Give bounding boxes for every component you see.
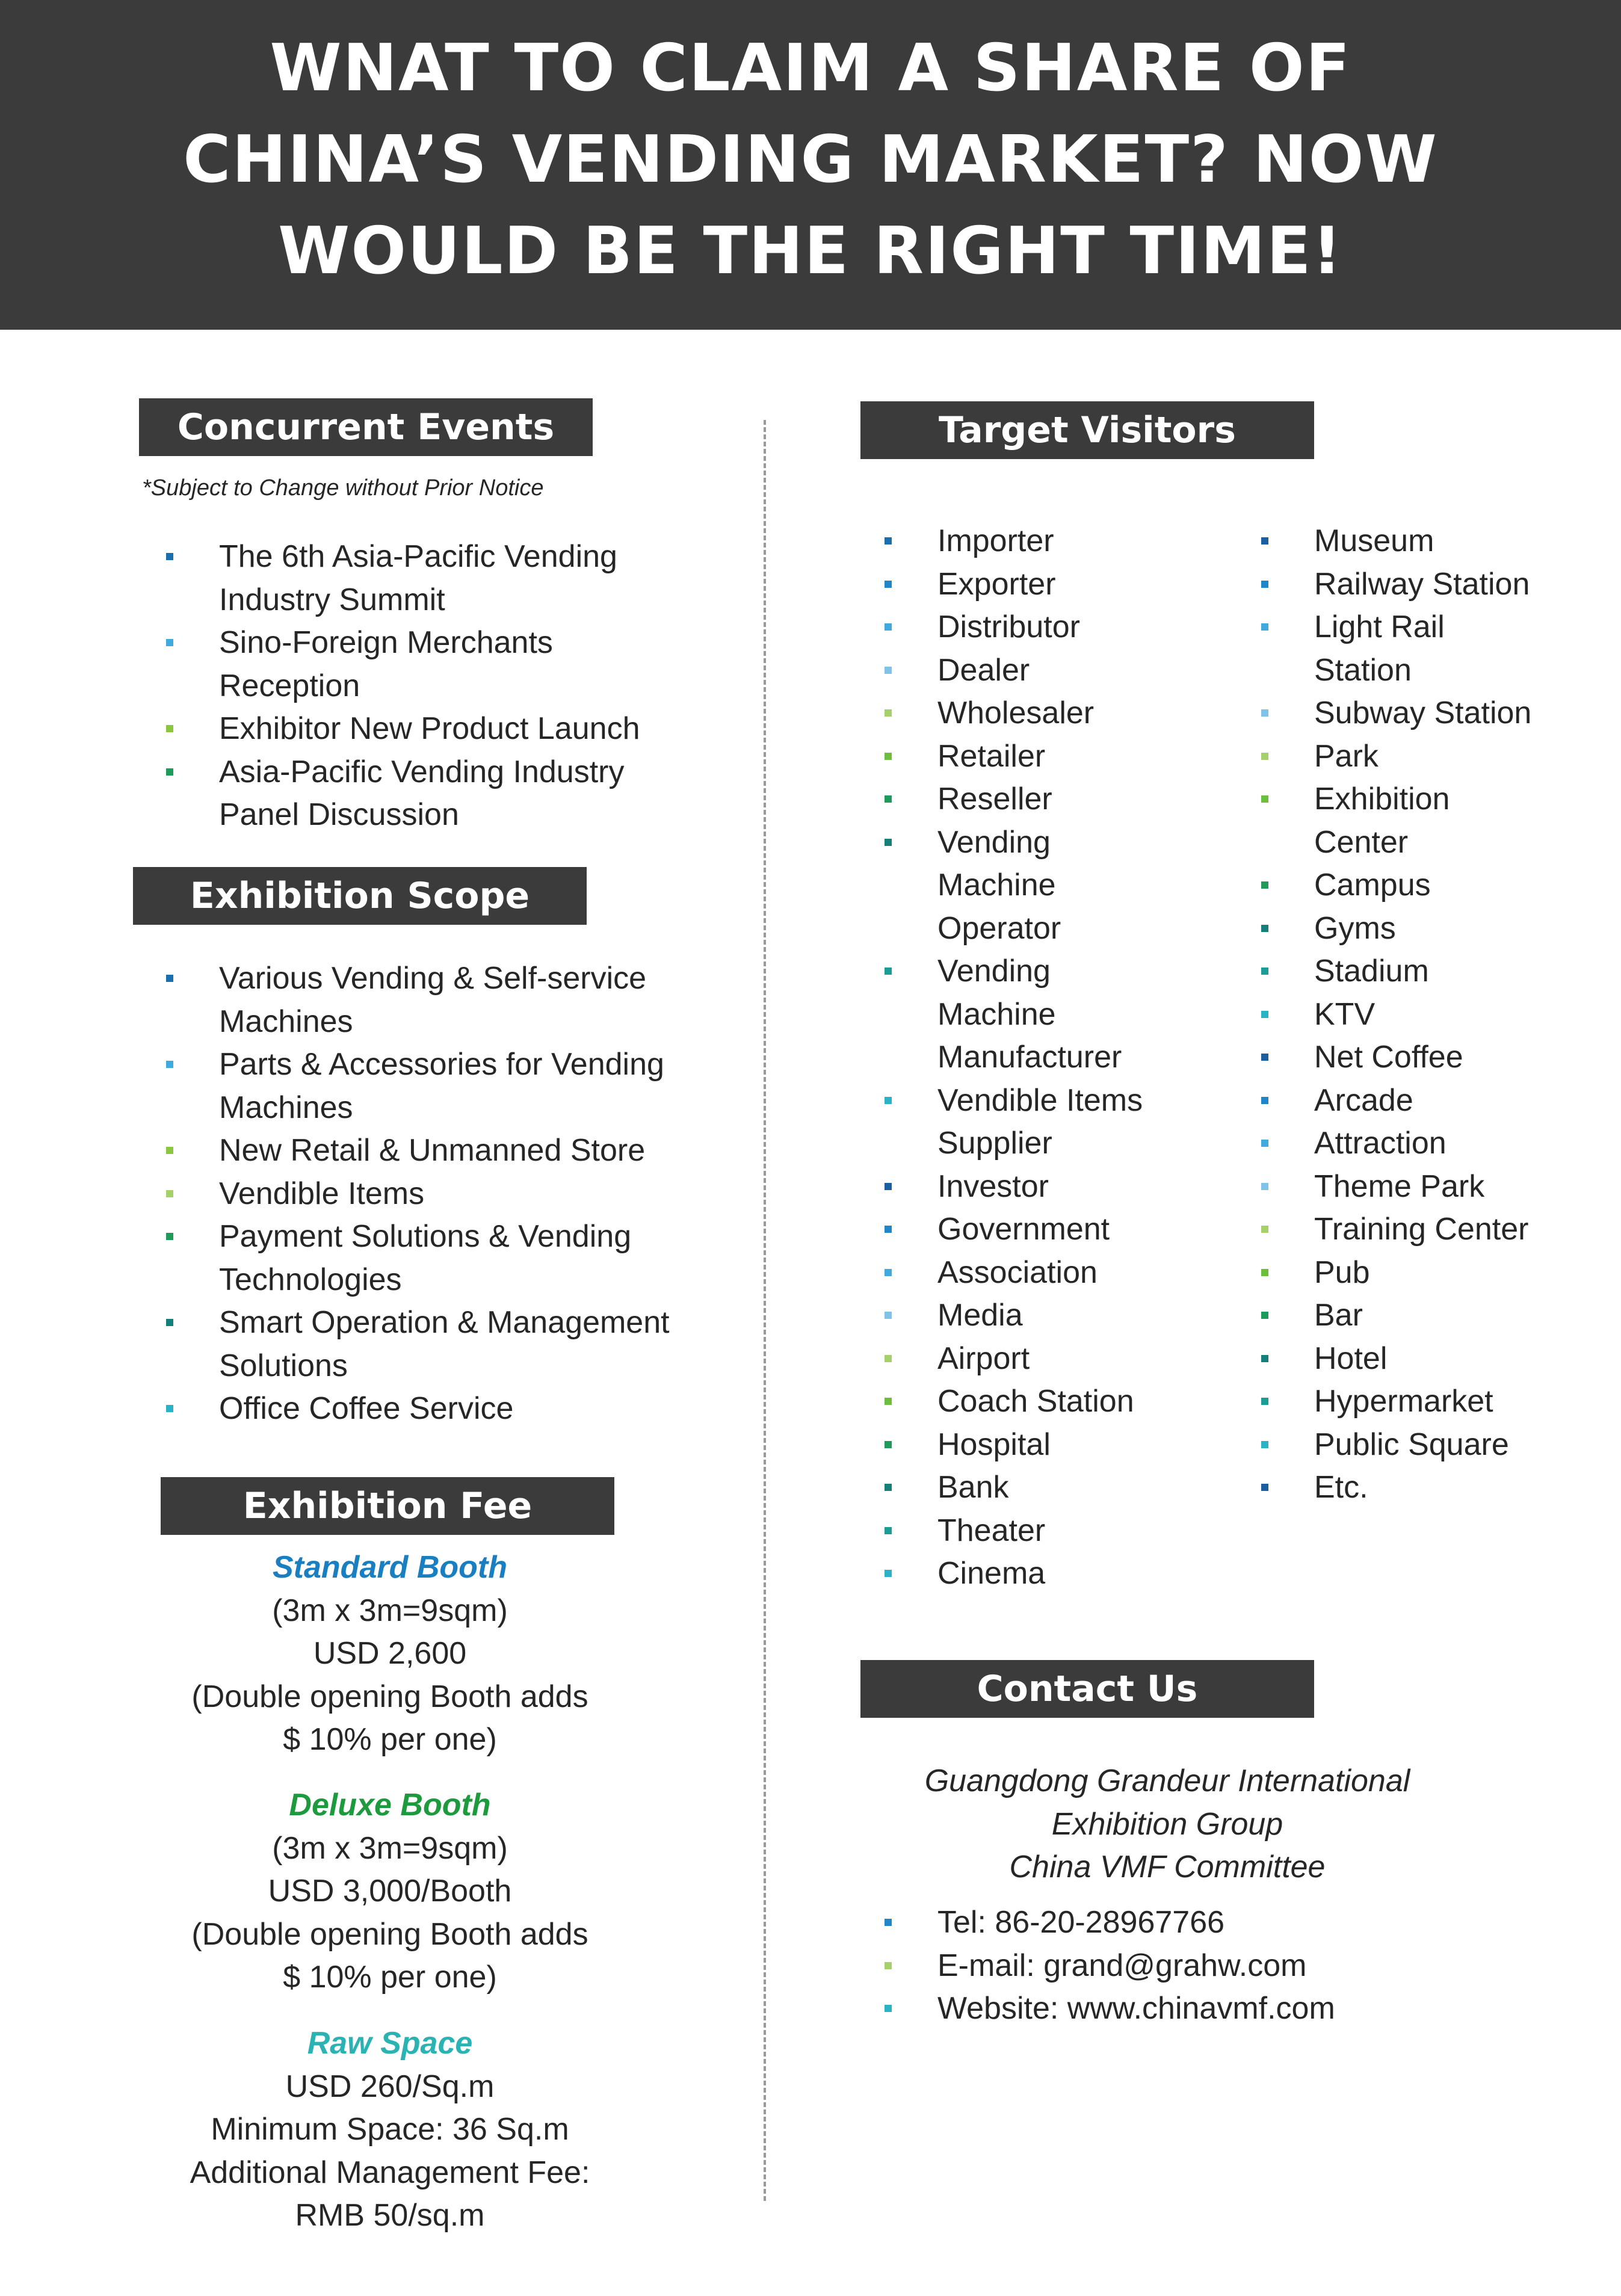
list-item-text: Government <box>937 1212 1110 1247</box>
fee-line: (Double opening Booth adds <box>191 1679 588 1714</box>
square-bullet-icon <box>885 1570 892 1577</box>
square-bullet-icon <box>1261 925 1268 932</box>
fee-line: USD 3,000/Booth <box>268 1874 512 1909</box>
list-item <box>166 1215 708 1301</box>
square-bullet-icon <box>1261 1484 1268 1491</box>
raw-space-name: Raw Space <box>307 2026 473 2061</box>
headline <box>0 23 1621 297</box>
contact-us-heading: Contact Us <box>860 1660 1314 1718</box>
list-item <box>1261 1079 1616 1123</box>
list-item-text: Public Square <box>1314 1427 1509 1462</box>
list-item <box>166 957 708 1043</box>
square-bullet-icon <box>1261 1355 1268 1362</box>
list-item <box>885 1251 1246 1295</box>
list-item <box>885 1338 1246 1381</box>
square-bullet-icon <box>166 1405 173 1412</box>
list-item <box>1261 1466 1616 1510</box>
target-visitors-list-col1 <box>885 520 1246 1596</box>
list-item <box>1261 778 1616 864</box>
list-item-text: Distributor <box>937 609 1080 644</box>
square-bullet-icon <box>1261 1097 1268 1104</box>
list-item <box>1261 1338 1616 1381</box>
list-item-text: Industry Summit <box>219 582 445 617</box>
list-item-text: Reception <box>219 668 360 703</box>
square-bullet-icon <box>1261 623 1268 631</box>
list-item-text: Vending <box>937 954 1051 989</box>
list-item <box>1261 1251 1616 1295</box>
list-item-text: Pub <box>1314 1254 1370 1290</box>
list-item-text: Office Coffee Service <box>219 1391 514 1426</box>
list-item <box>885 1552 1246 1596</box>
list-item <box>166 535 708 622</box>
list-item <box>885 1510 1246 1553</box>
list-item <box>885 1165 1246 1209</box>
square-bullet-icon <box>1261 537 1268 545</box>
list-item-text: Hotel <box>1314 1341 1388 1376</box>
square-bullet-icon <box>1261 1226 1268 1233</box>
fee-line: (Double opening Booth adds <box>191 1916 588 1952</box>
fee-line: (3m x 3m=9sqm) <box>272 1593 508 1628</box>
square-bullet-icon <box>885 623 892 631</box>
list-item-text: Importer <box>937 523 1054 558</box>
list-item <box>166 708 708 751</box>
square-bullet-icon <box>885 709 892 717</box>
list-item-text: Subway Station <box>1314 696 1532 730</box>
square-bullet-icon <box>885 1226 892 1233</box>
fee-line: Additional Management Fee: <box>190 2155 590 2190</box>
list-item-text: Theater <box>937 1513 1046 1548</box>
list-item-text: Panel Discussion <box>219 797 459 832</box>
fee-line: (3m x 3m=9sqm) <box>272 1830 508 1866</box>
standard-booth-name: Standard Booth <box>273 1550 507 1585</box>
list-item <box>166 1301 708 1387</box>
list-item-text: Wholesaler <box>937 696 1095 730</box>
list-item <box>166 1387 708 1431</box>
list-item <box>1261 907 1616 951</box>
list-item-text: Media <box>937 1298 1023 1333</box>
headline-line: WNAT TO CLAIM A SHARE OF <box>270 31 1351 106</box>
square-bullet-icon <box>1261 709 1268 717</box>
list-item-text: Railway Station <box>1314 566 1530 602</box>
headline-line: CHINA’S VENDING MARKET? NOW <box>183 122 1438 197</box>
square-bullet-icon <box>885 839 892 846</box>
list-item <box>1261 1424 1616 1467</box>
column-divider <box>764 420 766 2201</box>
contact-list <box>885 1901 1576 2031</box>
concurrent-events-list <box>166 535 708 837</box>
organizer-line: China VMF Committee <box>1009 1850 1326 1884</box>
square-bullet-icon <box>885 1484 892 1491</box>
list-item <box>1261 606 1616 692</box>
list-item <box>885 692 1246 735</box>
list-item-text: Arcade <box>1314 1082 1413 1118</box>
square-bullet-icon <box>885 967 892 975</box>
list-item <box>1261 993 1616 1037</box>
list-item-text: Exhibition <box>1314 782 1450 816</box>
square-bullet-icon <box>885 1398 892 1405</box>
list-item-text: Etc. <box>1314 1470 1368 1505</box>
list-item-text: Parts & Accessories for Vending <box>219 1047 664 1082</box>
list-item-text: Reseller <box>937 782 1052 816</box>
organizer-line: Guangdong Grandeur International <box>924 1764 1410 1798</box>
list-item <box>1261 950 1616 993</box>
list-item-text: Asia-Pacific Vending Industry <box>219 754 625 789</box>
square-bullet-icon <box>1261 1398 1268 1405</box>
list-item-text: Website: www.chinavmf.com <box>937 1991 1335 2026</box>
square-bullet-icon <box>1261 967 1268 975</box>
deluxe-booth-name: Deluxe Booth <box>289 1788 491 1822</box>
list-item-text: Vendible Items <box>937 1082 1143 1118</box>
list-item-text: Payment Solutions & Vending <box>219 1219 632 1254</box>
list-item <box>885 778 1246 821</box>
list-item <box>885 649 1246 693</box>
list-item-text: Sino-Foreign Merchants <box>219 625 553 660</box>
list-item <box>1261 1294 1616 1338</box>
list-item-text: Vending <box>937 824 1051 860</box>
exhibition-scope-heading: Exhibition Scope <box>133 867 587 925</box>
list-item-text: Association <box>937 1254 1098 1290</box>
list-item-text: New Retail & Unmanned Store <box>219 1133 646 1168</box>
header-banner <box>0 0 1621 330</box>
fee-line: USD 260/Sq.m <box>285 2069 495 2104</box>
square-bullet-icon <box>1261 1269 1268 1276</box>
headline-line: WOULD BE THE RIGHT TIME! <box>278 214 1343 289</box>
fee-line: RMB 50/sq.m <box>295 2198 485 2233</box>
list-item-text: KTV <box>1314 996 1376 1032</box>
list-item-text: Vendible Items <box>219 1176 425 1211</box>
square-bullet-icon <box>885 1269 892 1276</box>
list-item-text: Hypermarket <box>1314 1384 1493 1419</box>
standard-booth-block <box>144 1546 635 1762</box>
list-item <box>885 1424 1246 1467</box>
list-item-text: Museum <box>1314 523 1434 558</box>
list-item-text: Exporter <box>937 566 1056 602</box>
list-item-text: Machines <box>219 1090 353 1125</box>
list-item-text: Smart Operation & Management <box>219 1305 670 1340</box>
list-item <box>166 1129 708 1173</box>
square-bullet-icon <box>885 1312 892 1319</box>
list-item <box>885 1901 1576 1945</box>
list-item-text: Manufacturer <box>937 1040 1122 1075</box>
list-item <box>166 1043 708 1129</box>
list-item-text: Attraction <box>1314 1126 1447 1161</box>
exhibition-fee-heading: Exhibition Fee <box>161 1477 614 1535</box>
list-item-text: Various Vending & Self-service <box>219 961 647 996</box>
list-item <box>885 821 1246 951</box>
list-item <box>885 735 1246 779</box>
square-bullet-icon <box>885 1097 892 1104</box>
list-item <box>1261 563 1616 606</box>
list-item-text: Center <box>1314 824 1409 860</box>
list-item-text: Cinema <box>937 1556 1046 1591</box>
square-bullet-icon <box>166 768 173 776</box>
list-item <box>885 1294 1246 1338</box>
target-visitors-list-col2 <box>1261 520 1616 1510</box>
square-bullet-icon <box>885 1962 892 1969</box>
fee-line: $ 10% per one) <box>283 1960 497 1995</box>
list-item <box>1261 1036 1616 1079</box>
list-item-text: Net Coffee <box>1314 1040 1463 1075</box>
square-bullet-icon <box>885 753 892 760</box>
subject-to-change-note: *Subject to Change without Prior Notice <box>142 475 544 501</box>
square-bullet-icon <box>1261 753 1268 760</box>
square-bullet-icon <box>166 639 173 646</box>
list-item-text: Dealer <box>937 652 1030 688</box>
square-bullet-icon <box>1261 1441 1268 1448</box>
organizer-block <box>866 1760 1468 1889</box>
square-bullet-icon <box>166 553 173 560</box>
square-bullet-icon <box>166 1061 173 1068</box>
list-item-text: Bar <box>1314 1298 1363 1333</box>
square-bullet-icon <box>166 725 173 732</box>
list-item-text: The 6th Asia-Pacific Vending <box>219 539 617 574</box>
square-bullet-icon <box>166 1319 173 1326</box>
exhibition-scope-list <box>166 957 708 1431</box>
list-item <box>885 1987 1576 2031</box>
list-item-text: Stadium <box>1314 954 1429 989</box>
list-item-text: Exhibitor New Product Launch <box>219 711 640 746</box>
deluxe-booth-block <box>144 1784 635 1999</box>
square-bullet-icon <box>885 581 892 588</box>
square-bullet-icon <box>885 537 892 545</box>
list-item-text: Park <box>1314 738 1379 774</box>
raw-space-block <box>144 2022 635 2238</box>
fee-line: Minimum Space: 36 Sq.m <box>211 2112 569 2147</box>
list-item-text: E-mail: grand@grahw.com <box>937 1948 1307 1983</box>
list-item-text: Light Rail <box>1314 609 1445 644</box>
square-bullet-icon <box>1261 1140 1268 1147</box>
square-bullet-icon <box>885 1527 892 1534</box>
list-item-text: Theme Park <box>1314 1168 1485 1204</box>
list-item-text: Gyms <box>1314 910 1396 946</box>
list-item <box>1261 864 1616 907</box>
list-item <box>885 606 1246 649</box>
list-item <box>885 520 1246 563</box>
square-bullet-icon <box>1261 1054 1268 1061</box>
organizer-line: Exhibition Group <box>1051 1806 1283 1842</box>
list-item-text: Operator <box>937 910 1061 946</box>
list-item <box>885 563 1246 606</box>
square-bullet-icon <box>1261 881 1268 889</box>
square-bullet-icon <box>885 795 892 803</box>
list-item-text: Machines <box>219 1004 353 1039</box>
square-bullet-icon <box>1261 795 1268 803</box>
square-bullet-icon <box>885 1355 892 1362</box>
list-item <box>166 751 708 837</box>
list-item-text: Technologies <box>219 1262 402 1297</box>
list-item <box>885 1380 1246 1424</box>
square-bullet-icon <box>166 1233 173 1240</box>
target-visitors-heading: Target Visitors <box>860 401 1314 459</box>
list-item <box>1261 1208 1616 1251</box>
square-bullet-icon <box>885 1183 892 1190</box>
list-item-text: Airport <box>937 1341 1030 1376</box>
list-item-text: Supplier <box>937 1126 1052 1161</box>
list-item <box>1261 1122 1616 1165</box>
square-bullet-icon <box>166 1190 173 1197</box>
square-bullet-icon <box>166 1147 173 1154</box>
list-item-text: Investor <box>937 1168 1049 1204</box>
list-item <box>885 950 1246 1079</box>
list-item <box>885 1945 1576 1988</box>
list-item-text: Campus <box>1314 868 1431 903</box>
list-item <box>1261 1380 1616 1424</box>
list-item-text: Machine <box>937 868 1056 903</box>
square-bullet-icon <box>885 1441 892 1448</box>
square-bullet-icon <box>1261 1312 1268 1319</box>
square-bullet-icon <box>1261 1011 1268 1018</box>
square-bullet-icon <box>885 1919 892 1926</box>
list-item <box>1261 1165 1616 1209</box>
list-item <box>166 622 708 708</box>
fee-line: $ 10% per one) <box>283 1722 497 1757</box>
square-bullet-icon <box>166 975 173 982</box>
concurrent-events-heading: Concurrent Events <box>139 398 593 456</box>
list-item <box>166 1173 708 1216</box>
list-item-text: Solutions <box>219 1348 348 1383</box>
square-bullet-icon <box>1261 1183 1268 1190</box>
list-item-text: Station <box>1314 652 1412 688</box>
list-item <box>885 1208 1246 1251</box>
square-bullet-icon <box>1261 581 1268 588</box>
list-item-text: Hospital <box>937 1427 1051 1462</box>
list-item-text: Tel: 86-20-28967766 <box>937 1905 1225 1940</box>
list-item-text: Training Center <box>1314 1212 1529 1247</box>
fee-line: USD 2,600 <box>313 1636 467 1671</box>
list-item <box>885 1466 1246 1510</box>
list-item-text: Bank <box>937 1470 1009 1505</box>
square-bullet-icon <box>885 2005 892 2012</box>
list-item <box>885 1079 1246 1165</box>
list-item <box>1261 692 1616 735</box>
square-bullet-icon <box>885 667 892 674</box>
list-item-text: Retailer <box>937 738 1046 774</box>
list-item-text: Machine <box>937 996 1056 1032</box>
list-item-text: Coach Station <box>937 1384 1134 1419</box>
list-item <box>1261 520 1616 563</box>
list-item <box>1261 735 1616 779</box>
